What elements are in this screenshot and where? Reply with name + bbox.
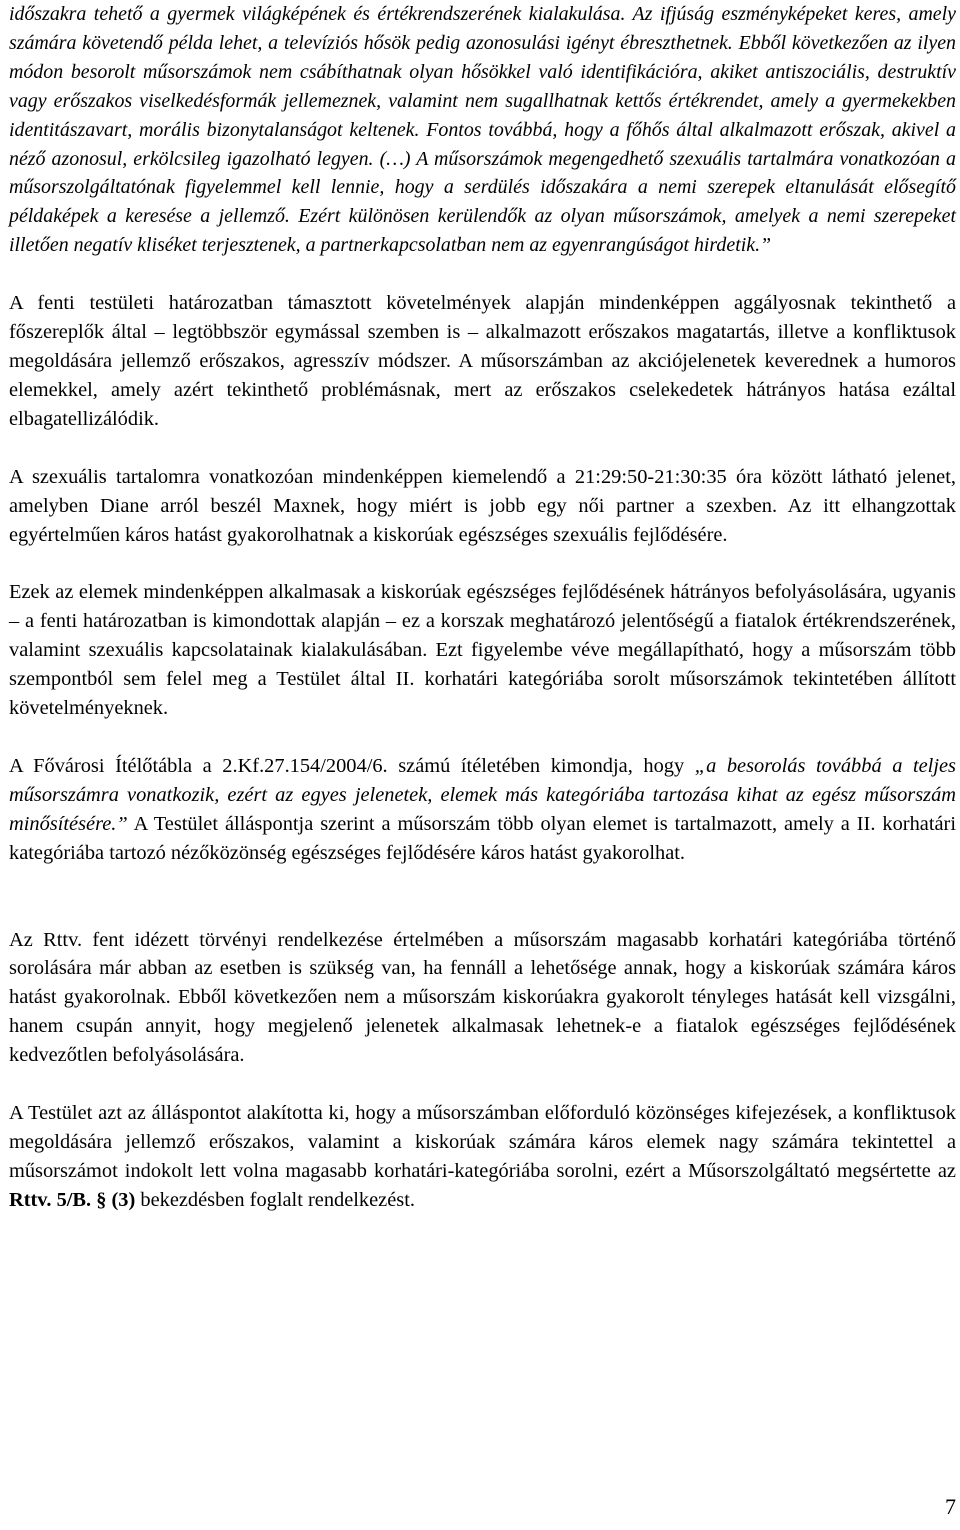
paragraph-harmful-elements: Ezek az elemek mindenképpen alkalmasak a kiskorúak egészséges fejlődésének hátrányos befolyásolására, ugyanis – a fenti határozatban is kimondottak alapján – ez a korszak meghatározó jelentőségű a fiatalok értékrendszerének, valamint szexuális kapcsolatainak kialakulásában. Ezt figyelembe véve megállapítható, hogy a műsorszám több szempontból sem felel meg a Testület által II. korhatári kategóriába sorolt műsorszámok tekintetében állított követelményeknek. [9,581,956,720]
document-page [9,0,956,1215]
court-ruling-intro: A Fővárosi Ítélőtábla a 2.Kf.27.154/2004/6. számú ítéletében kimondja, hogy [9,754,695,777]
paragraph-spacer [9,723,956,752]
page-number: 7 [945,1494,956,1519]
paragraph-spacer [9,549,956,578]
quoted-resolution-text: időszakra tehető a gyermek világképének és értékrendszerének kialakulása. Az ifjúság eszményképeket keres, amely számára követendő példa lehet, a televíziós hősök pedig azonosulási igényt ébreszthetnek. Ebből következően az ilyen módon besorolt műsorszámok nem csábíthatnak olyan hősökkel való identifikációra, akiket antiszociális, destruktív vagy erőszakos viselkedésformák jellemeznek, valamint nem sugallhatnak kettős értékrendet, amely a gyermekekben identitászavart, morális bizonytalanságot keltenek. Fontos továbbá, hogy a főhős által alkalmazott erőszak, akivel a néző azonosul, erkölcsileg igazolható legyen. (…) A műsorszámok megengedhető szexuális tartalmára vonatkozóan a műsorszolgáltatónak figyelemmel kell lennie, hogy a serdülés időszakára a nemi szerepek eltanulását elősegítő példaképek a keresése a jellemző. Ezért különösen kerülendők az olyan műsorszámok, amelyek a nemi szerepeket illetően negatív kliséket terjesztenek, a partnerkapcsolatban nem az egyenrangúságot hirdetik.” [9,3,956,257]
paragraph-spacer [9,1070,956,1099]
paragraph-violence-assessment: A fenti testületi határozatban támasztott követelmények alapján mindenképpen aggályosnak tekinthető a főszereplők által – legtöbbször egymással szemben is – alkalmazott erőszakos magatartás, illetve a konfliktusok megoldására jellemző erőszakos, agresszív módszer. A műsorszámban az akciójelenetek keverednek a humoros elemekkel, amely azért tekinthető problémásnak, mert az erőszakos cselekedetek hátrányos hatása ezáltal elbagatellizálódik. [9,292,956,430]
paragraph-board-position [9,1099,956,1215]
paragraph-spacer [9,868,956,926]
paragraph-spacer [9,260,956,289]
paragraph-court-ruling [9,752,956,868]
law-reference: Rttv. 5/B. § (3) [9,1188,136,1211]
paragraph-sexual-content: A szexuális tartalomra vonatkozóan mindenképpen kiemelendő a 21:29:50-21:30:35 óra között látható jelenet, amelyben Diane arról beszél Maxnek, hogy miért is jobb egy női partner a szexben. Az itt elhangzottak egyértelműen káros hatást gyakorolhatnak a kiskorúak egészséges szexuális fejlődésére. [9,465,956,546]
paragraph-spacer [9,434,956,463]
board-position-text: A Testület azt az álláspontot alakította ki, hogy a műsorszámban előforduló közönséges kifejezések, a konfliktusok megoldására jellemző erőszakos, valamint a kiskorúak számára káros elemek nagy számára tekintettel a műsorszámot indokolt lett volna magasabb korhatári-kategóriába sorolni, ezért a Műsorszolgáltató megsértette az [9,1102,956,1182]
court-ruling-conclusion: A Testület álláspontja szerint a műsorszám több olyan elemet is tartalmazott, amely a II. korhatári kategóriába tartozó nézőközönség egészséges fejlődésére káros hatást gyakorolhat. [9,812,956,864]
paragraph-rttv-provision: Az Rttv. fent idézett törvényi rendelkezése értelmében a műsorszám magasabb korhatári kategóriába történő sorolására már abban az esetben is szükség van, ha fennáll a lehetősége annak, hogy a kiskorúak számára káros hatást gyakorolnak. Ebből következően nem a műsorszám kiskorúakra gyakorolt tényleges hatását kell vizsgálni, hanem csupán annyit, hogy megjelenő jelenetek alkalmasak lehetnek-e a fiatalok egészséges fejlődésének kedvezőtlen befolyásolására. [9,928,956,1067]
court-ruling-quote: „a besorolás továbbá a teljes műsorszámra vonatkozik, ezért az egyes jelenetek, elemek más kategóriába tartozása kihat az egész műsorszám minősítésére.” [9,754,956,835]
board-position-ending: bekezdésben foglalt rendelkezést. [135,1188,415,1211]
